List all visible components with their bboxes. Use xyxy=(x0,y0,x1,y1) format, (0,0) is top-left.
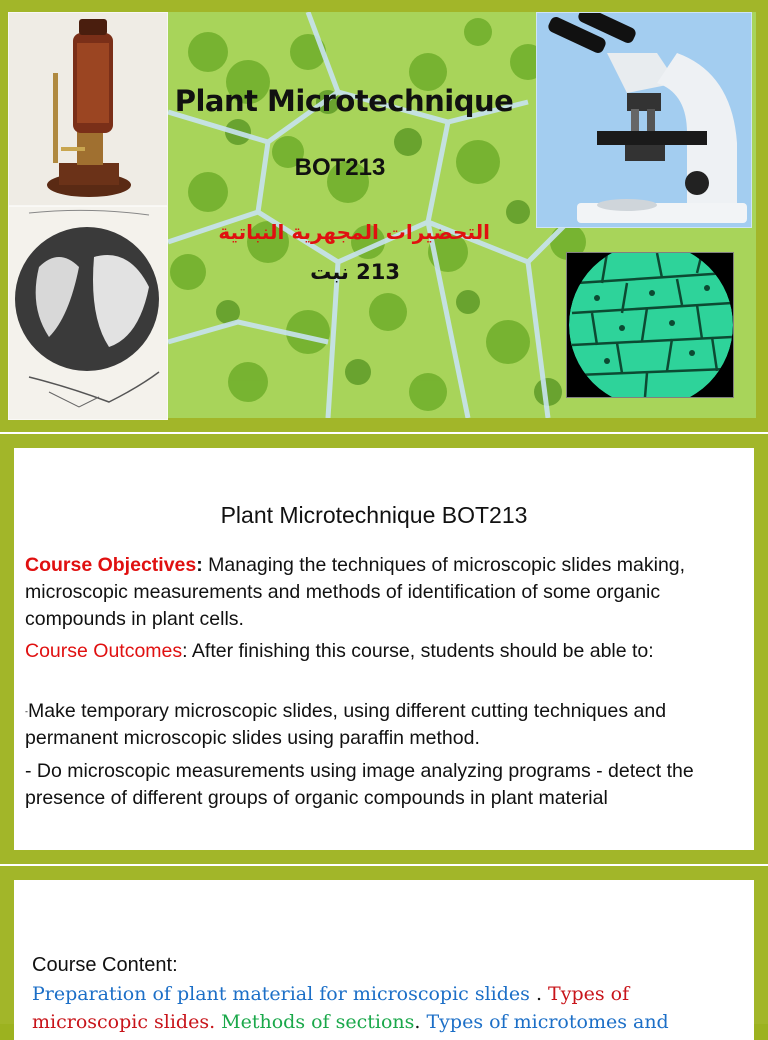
bullet-mark: - xyxy=(25,706,28,717)
arabic-title: التحضيرات المجهرية النباتية xyxy=(218,220,490,244)
modern-microscope-image xyxy=(536,12,752,228)
course-code: BOT213 xyxy=(294,154,386,181)
outcomes-text: : After finishing this course, students should be able to: xyxy=(182,640,654,662)
content-segment: Methods of sections xyxy=(221,1011,415,1033)
antique-microscope-image xyxy=(8,12,168,206)
outcome-item-measurements xyxy=(25,758,735,812)
objectives-text: Managing the techniques of microscopic slides making, microscopic measurements and methods of identification of some organic compounds in plant cells. xyxy=(25,554,686,630)
content-segment: . xyxy=(414,1011,427,1033)
onion-cells-image xyxy=(566,252,734,398)
content-label: Course Content: xyxy=(32,954,178,976)
content-segment: Types of microtomes and xyxy=(426,1011,669,1033)
outcomes-label: Course Outcomes xyxy=(25,640,183,662)
objectives-label: Course Objectives xyxy=(25,554,197,576)
content-segment: . xyxy=(529,983,549,1005)
course-overview-slide xyxy=(0,434,768,864)
content-text xyxy=(32,980,742,1036)
content-card xyxy=(14,880,754,1040)
content-segment: Preparation of plant material for microscopic slides xyxy=(32,983,530,1005)
overview-card xyxy=(14,448,754,850)
slide-title: Plant Microtechnique xyxy=(174,84,514,118)
course-objectives xyxy=(25,552,735,633)
historical-sketch-image xyxy=(8,206,168,420)
title-slide xyxy=(0,0,768,432)
arabic-course-code: 213 نبت xyxy=(310,260,400,284)
outcome-item-text: Make temporary microscopic slides, using different cutting techniques and permanent microscopic slides using paraffin method. xyxy=(25,700,667,750)
outcome-item-slides xyxy=(25,698,735,752)
course-content-slide xyxy=(0,866,768,1033)
outcome-item-text: - Do microscopic measurements using image analyzing programs - detect the presence of different groups of organic compounds in plant material xyxy=(25,760,694,809)
content-segment: Types of microscopic slides. xyxy=(32,983,630,1033)
objectives-colon: : xyxy=(196,554,203,576)
course-outcomes xyxy=(25,638,735,665)
overview-heading: Plant Microtechnique BOT213 xyxy=(220,502,528,528)
